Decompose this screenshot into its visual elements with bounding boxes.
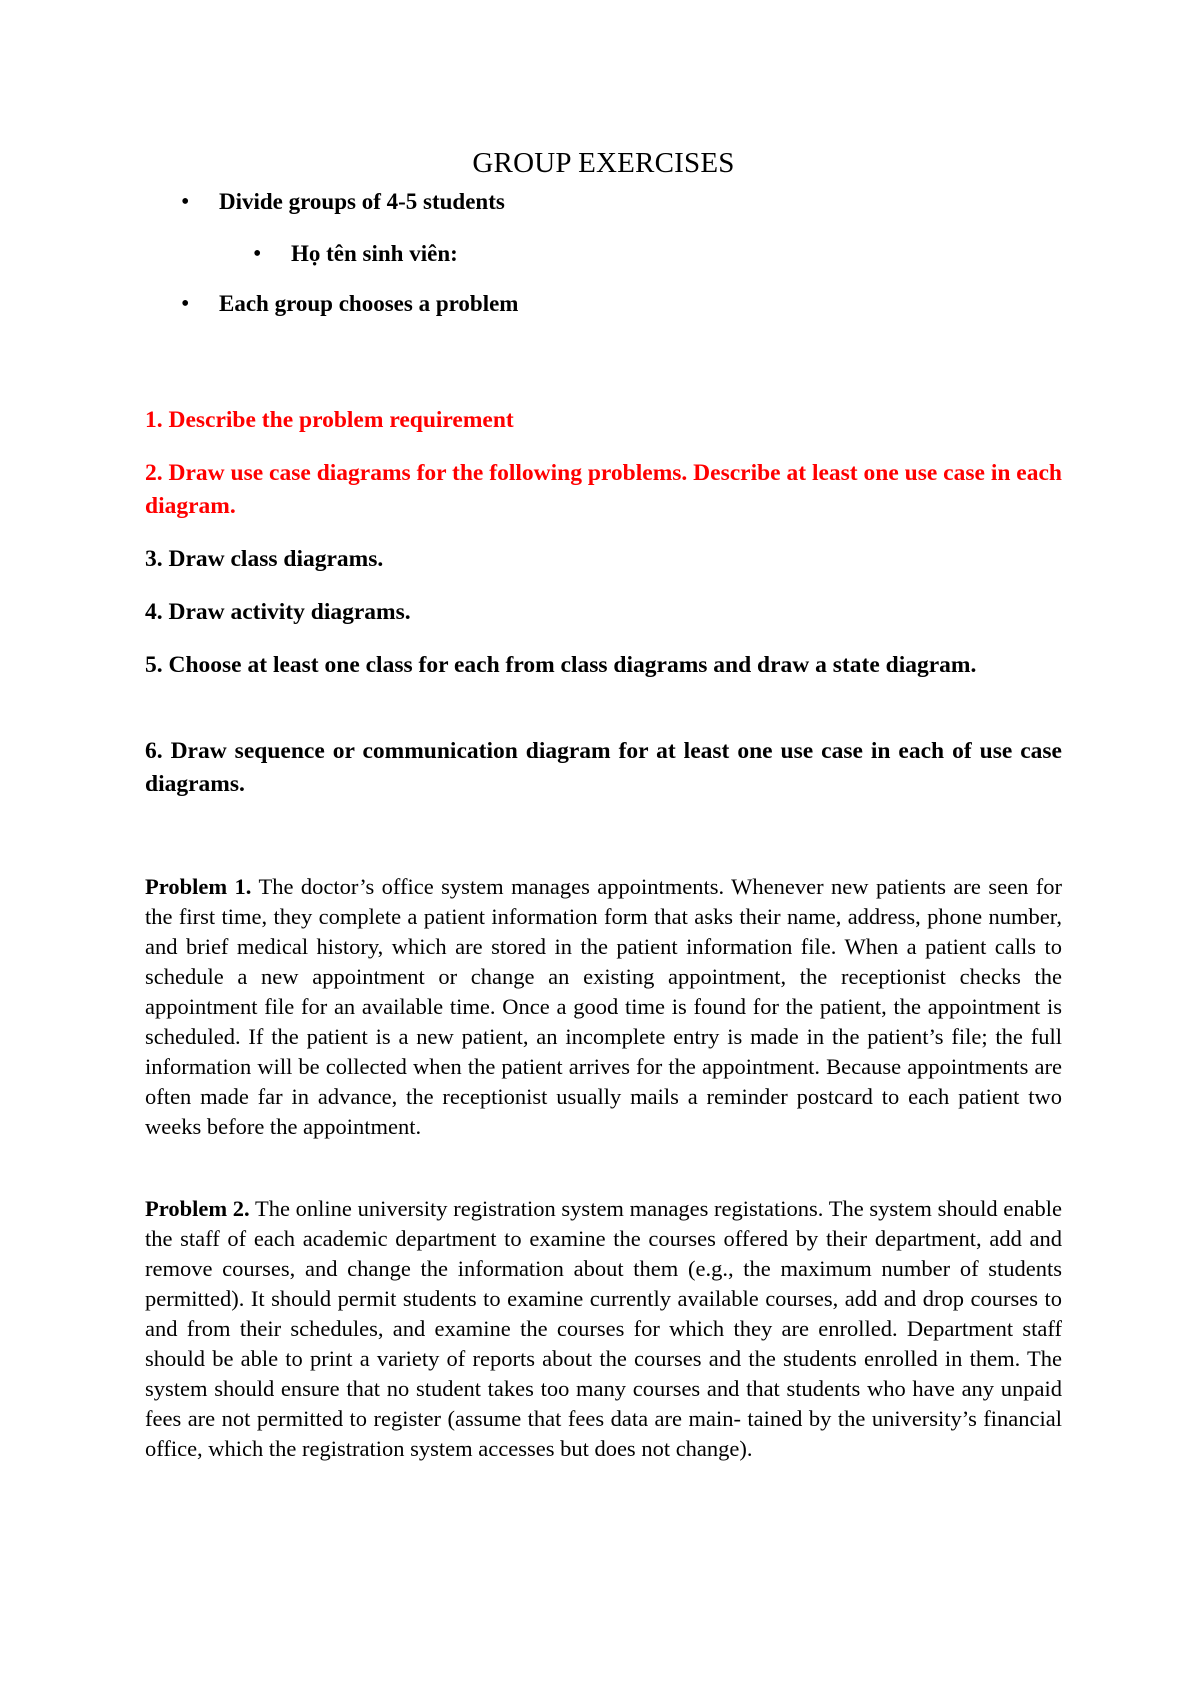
bullet-item-student-name — [253, 240, 458, 268]
problem-label: Problem 1. — [145, 874, 252, 899]
problem-text: The doctor’s office system manages appointments. Whenever new patients are seen for the first time, they complete a patient information form that asks their name, address, phone number, and brief medical history, which are stored in the patient information file. When a patient calls to schedule a new appointment or change an existing appointment, the receptionist checks the appointment file for an available time. Once a good time is found for the patient, the appointment is scheduled. If the patient is a new patient, an incomplete entry is made in the patient’s file; the full information will be collected when the patient arrives for the appointment. Because appointments are often made far in advance, the receptionist usually mails a reminder postcard to each patient two weeks before the appointment. — [145, 874, 1062, 1139]
bullet-text: Each group chooses a problem — [219, 291, 519, 316]
bullet-text: Divide groups of 4-5 students — [219, 189, 505, 214]
bullet-icon: • — [181, 291, 190, 317]
bullet-item-choose-problem — [181, 290, 519, 318]
bullet-item-groups — [181, 188, 505, 216]
requirement-3: 3. Draw class diagrams. — [145, 546, 384, 572]
requirement-4: 4. Draw activity diagrams. — [145, 599, 411, 625]
page-title: GROUP EXERCISES — [472, 147, 735, 179]
bullet-text: Họ tên sinh viên: — [291, 241, 458, 266]
requirement-5: 5. Choose at least one class for each from class diagrams and draw a state diagram. — [145, 652, 977, 678]
problem-2 — [145, 1194, 1062, 1464]
bullet-icon: • — [181, 189, 190, 215]
bullet-icon: • — [253, 241, 262, 267]
requirement-6: 6. Draw sequence or communication diagram for at least one use case in each of use case diagrams. — [145, 738, 1062, 797]
requirement-2: 2. Draw use case diagrams for the following problems. Describe at least one use case in each diagram. — [145, 460, 1062, 519]
problem-label: Problem 2. — [145, 1196, 250, 1221]
problem-text: The online university registration system manages registations. The system should enable the staff of each academic department to examine the courses offered by their department, add and remove courses, and change the information about them (e.g., the maximum number of students permitted). It should permit students to examine currently available courses, add and drop courses to and from their schedules, and examine the courses for which they are enrolled. Department staff should be able to print a variety of reports about the courses and the students enrolled in them. The system should ensure that no student takes too many courses and that students who have any unpaid fees are not permitted to register (assume that fees data are main- tained by the university’s financial office, which the registration system accesses but does not change). — [145, 1196, 1062, 1461]
requirement-1: 1. Describe the problem requirement — [145, 407, 514, 433]
problem-1 — [145, 872, 1062, 1142]
